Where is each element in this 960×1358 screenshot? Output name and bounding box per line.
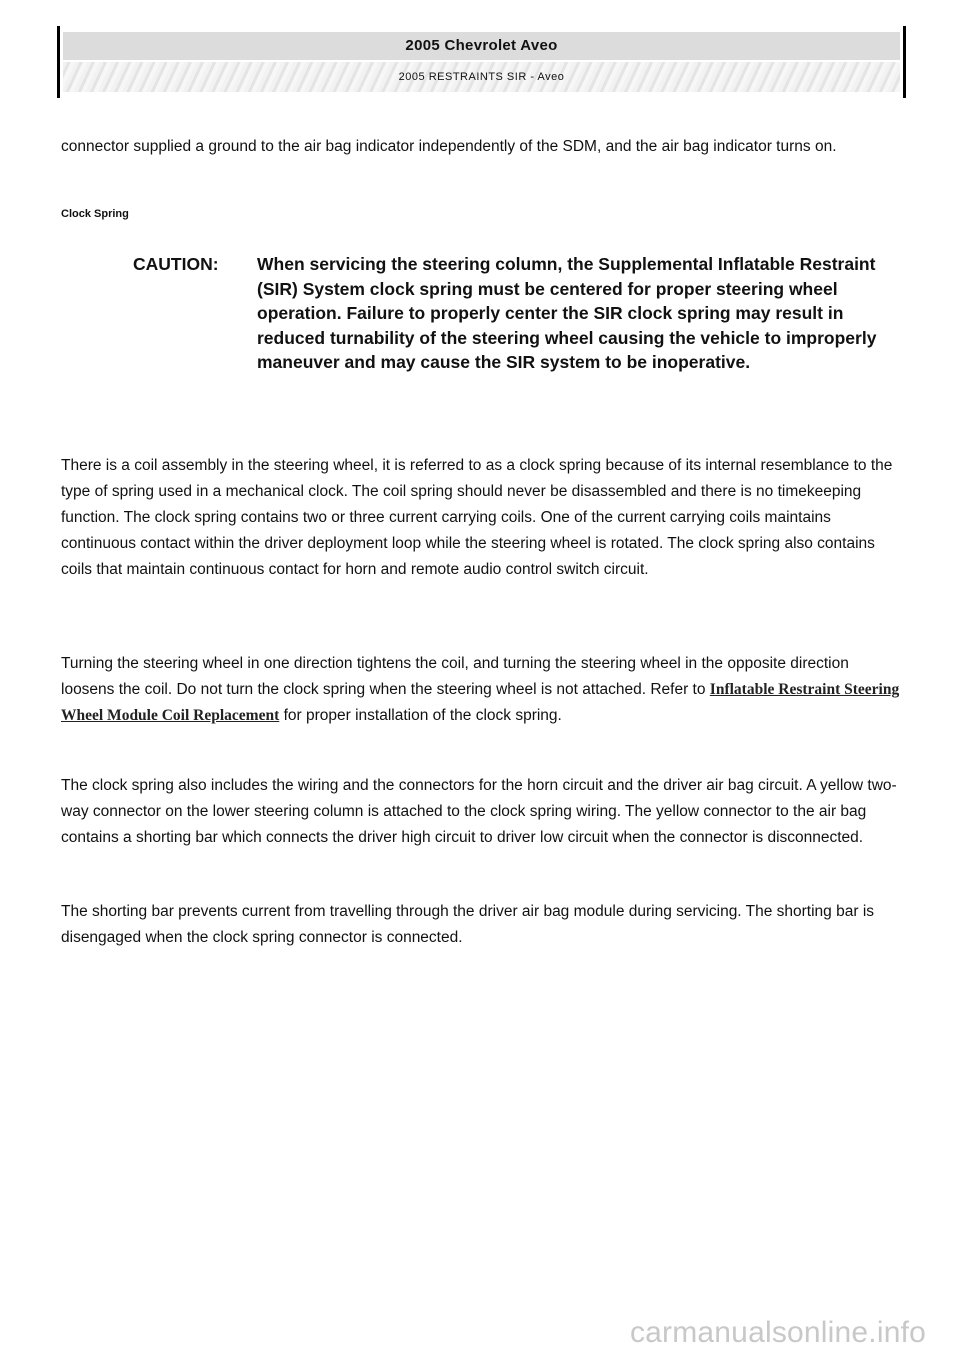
document-title: 2005 Chevrolet Aveo <box>63 32 900 60</box>
document-subtitle: 2005 RESTRAINTS SIR - Aveo <box>63 62 900 92</box>
caution-text: When servicing the steering column, the Supplemental Inflatable Restraint (SIR) System clock spring must be centered for proper steering wheel operation. Failure to properly center the SIR clock spring may result in reduced turnability of the steering wheel causing the vehicle to improperly maneuver and may cause the SIR system to be inoperative. <box>257 254 877 373</box>
paragraph-shorting-bar: The shorting bar prevents current from travelling through the driver air bag module during servicing. The shorting bar is disengaged when the clock spring connector is connected. <box>61 903 875 946</box>
paragraph-clock-spring-wiring: The clock spring also includes the wiring and the connectors for the horn circuit and the driver air bag circuit. A yellow two-way connector on the lower steering column is attached to the clock spring wiring. The yellow connector to the air bag contains a shorting bar which connects the driver high circuit to driver low circuit when the connector is disconnected. <box>61 777 897 846</box>
intro-paragraph: connector supplied a ground to the air bag indicator independently of the SDM, and the air bag indicator turns on. <box>61 138 837 155</box>
header-left-rule <box>57 26 60 98</box>
document-header <box>57 26 906 98</box>
coil-replacement-link[interactable]: Inflatable Restraint Steering Wheel Module Coil Replacement <box>61 681 900 724</box>
header-right-rule <box>903 26 906 98</box>
watermark: carmanualsonline.info <box>629 1316 926 1349</box>
paragraph-text-before-link: Turning the steering wheel in one direction tightens the coil, and turning the steering wheel in the opposite direction loosens the coil. Do not turn the clock spring when the steering wheel is not attached. Refer to <box>61 655 849 698</box>
paragraph-text-after-link: for proper installation of the clock spring. <box>279 707 562 724</box>
caution-label: CAUTION: <box>133 254 219 274</box>
paragraph-turning-steering-wheel <box>61 651 901 729</box>
paragraph-clock-spring-description: There is a coil assembly in the steering wheel, it is referred to as a clock spring because of its internal resemblance to the type of spring used in a mechanical clock. The coil spring should never be disassembled and there is no timekeeping function. The clock spring contains two or three current carrying coils. One of the current carrying coils maintains continuous contact within the driver deployment loop while the steering wheel is rotated. The clock spring also contains coils that maintain continuous contact for horn and remote audio control switch circuit. <box>61 457 893 578</box>
section-heading: Clock Spring <box>61 208 129 220</box>
